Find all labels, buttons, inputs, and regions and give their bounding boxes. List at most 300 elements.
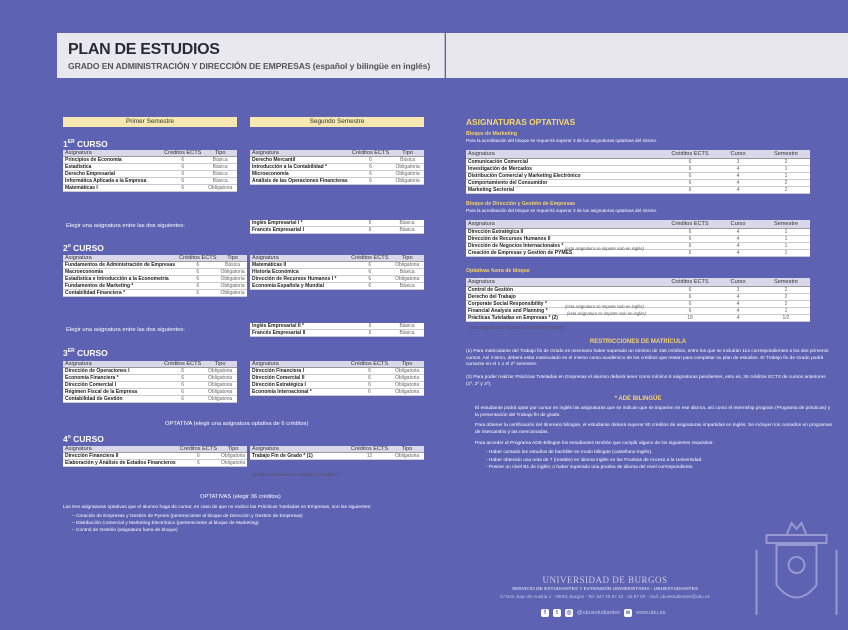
- subject-credits: 6: [162, 396, 203, 403]
- subject-semester: 1: [762, 243, 810, 250]
- subject-credits: 6: [666, 301, 714, 308]
- course-number: 1: [63, 139, 68, 149]
- subject-name: Investigación de Mercados: [466, 166, 666, 173]
- fuera-note_fap: (esta asignatura se imparte solo en inglés): [567, 311, 646, 316]
- table-row: [63, 185, 237, 192]
- twitter-icon[interactable]: t: [553, 609, 561, 617]
- table-row: [250, 330, 424, 337]
- column-header: Tipo: [390, 361, 424, 368]
- subject-course: 4: [714, 315, 762, 322]
- restricciones-title: RESTRICCIONES DE MATRÍCULA: [589, 339, 687, 345]
- column-header: Curso: [714, 150, 762, 159]
- course-ordinal: o: [67, 434, 71, 441]
- table-row: [250, 283, 424, 290]
- subject-type: Obligatoria: [221, 453, 246, 459]
- subject-course: 4: [714, 243, 762, 250]
- subject-credits: 12: [349, 453, 390, 460]
- table-row: [250, 262, 424, 269]
- subject-course: 4: [714, 180, 762, 187]
- column-header: Asignatura: [63, 361, 162, 368]
- subject-credits: 6: [162, 164, 203, 171]
- table-row: [63, 453, 247, 460]
- subject-name: Distribución Comercial y Marketing Electrónico: [466, 173, 666, 180]
- subject-semester: 2: [762, 180, 810, 187]
- table-row: [63, 164, 237, 171]
- subject-credits: 6: [177, 276, 218, 283]
- header-panel-right: [446, 33, 848, 78]
- subject-credits: 6: [349, 269, 390, 276]
- subject-semester: 1: [762, 250, 810, 257]
- subject-type: Básica: [203, 171, 237, 178]
- subject-credits: 6: [666, 166, 714, 173]
- table-row: [63, 382, 237, 389]
- subject-course: 4: [714, 166, 762, 173]
- subject-name: Fundamentos de Administración de Empresas: [65, 262, 176, 268]
- subject-name: Historia Económica: [250, 269, 349, 276]
- footnote-item: – Creación de Empresas y Gestión de Pymes (perteneciente al bloque de Dirección y Gestión de Empresas): [72, 514, 303, 519]
- direccion-block-subtitle: Para la acreditación del bloque se requerirá superar 3 de las asignaturas optativas del mismo.: [466, 208, 658, 213]
- course-2-choice-table: [250, 323, 424, 337]
- table-row: [63, 157, 237, 164]
- subject-credits: 6: [177, 262, 218, 269]
- column-header: Créditos ECTS: [179, 255, 217, 261]
- subject-name: Informática Aplicada a la Empresa: [63, 178, 162, 185]
- subject-name: Francés Empresarial II: [250, 330, 350, 337]
- footer-address: C/ Don Juan de Austria 1 · 09001 Burgos · Tel. 947 25 87 43 - 25 87 00 · mail: ubuestudiantes@ubu.es: [500, 594, 710, 599]
- footnote-intro: Las tres asignaturas optativas que el alumno haga de cursar, en caso de que no realice las Prácticas Tuteladas en Empresas, son las siguientes:: [63, 505, 372, 510]
- table-row: [63, 396, 237, 403]
- column-header: Asignatura: [250, 446, 349, 453]
- subject-credits: 6: [178, 453, 219, 460]
- subject-credits: 6: [162, 382, 203, 389]
- table-row: [466, 173, 810, 180]
- column-header: Asignatura: [63, 150, 162, 157]
- subject-name: Fundamentos de Marketing *: [63, 283, 177, 290]
- column-header: Asignatura: [466, 150, 666, 159]
- subject-name: Contabilidad Financiera *: [63, 290, 177, 297]
- course-number: 4: [63, 434, 68, 444]
- course-1-sem1-table: [63, 150, 237, 192]
- course-ordinal: o: [67, 243, 71, 250]
- optativas-note: OPTATIVAS (elegir 36 créditos): [200, 494, 281, 500]
- subject-credits: 6: [177, 269, 218, 276]
- second-semester-label: Segundo Semestre: [250, 117, 424, 127]
- subject-semester: 2: [762, 287, 810, 294]
- table-row: [63, 283, 247, 290]
- course-3-sem1-table: [63, 361, 237, 403]
- subject-type: Básica: [390, 330, 424, 337]
- subject-type: Obligatoria: [203, 185, 237, 192]
- subject-credits: 6: [162, 368, 203, 375]
- table-row: [63, 290, 247, 297]
- subject-name: Matemáticas II: [250, 262, 349, 269]
- course-number: 3: [63, 348, 68, 358]
- subject-type: Obligatoria: [220, 290, 245, 296]
- table-row: [63, 178, 237, 185]
- subject-name: Francés Empresarial I: [250, 227, 350, 234]
- table-row: [63, 389, 237, 396]
- subject-credits: 6: [666, 173, 714, 180]
- subject-credits: 6: [349, 262, 390, 269]
- subject-name: Prácticas Tuteladas en Empresas * (2): [466, 315, 666, 322]
- subject-name: Macroeconomía: [63, 269, 177, 276]
- subject-credits: 6: [178, 460, 219, 467]
- subject-type: Básica: [218, 262, 246, 269]
- footnote-item: – Distribución Comercial y Marketing Electrónico (perteneciente al bloque de Marketing): [72, 521, 259, 526]
- subject-name: Matemáticas I: [63, 185, 162, 192]
- fuera-note_pract: (esta asignatura se imparte en español o en inglés): [469, 325, 565, 330]
- page-subtitle: GRADO EN ADMINISTRACIÓN Y DIRECCIÓN DE EMPRESAS (español y bilingüe en inglés): [68, 61, 431, 71]
- subject-type: Obligatoria: [391, 171, 424, 178]
- subject-semester: 1: [762, 308, 810, 315]
- bilingue-title: * ADE BILINGÜE: [614, 396, 662, 402]
- subject-name: Dirección de Recursos Humanos I *: [250, 276, 349, 283]
- subject-type: Básica: [390, 323, 424, 330]
- table-row: [250, 178, 424, 185]
- footer: [470, 575, 740, 599]
- subject-type: Obligatoria: [220, 276, 245, 282]
- course-2-sem1-table: [63, 255, 247, 297]
- subject-course: 4: [714, 173, 762, 180]
- subject-credits: 6: [177, 283, 218, 290]
- subject-semester: 2: [762, 187, 810, 194]
- subject-credits: 6: [162, 178, 203, 185]
- course-1-choose-note: Elegir una asignatura entre las dos siguientes:: [66, 223, 185, 229]
- subject-type: Obligatoria: [221, 460, 246, 466]
- subject-name: Estadística e Introducción a la Econometría: [63, 276, 177, 283]
- subject-name: Análisis de las Operaciones Financieras: [250, 178, 350, 185]
- subject-type: Obligatoria: [390, 262, 424, 269]
- subject-name: Régimen Fiscal de la Empresa: [63, 389, 162, 396]
- column-header: Asignatura: [250, 361, 349, 368]
- subject-name: Dirección Estratégica I: [250, 382, 349, 389]
- table-row: [63, 262, 247, 269]
- course-word: CURSO: [74, 348, 108, 358]
- bilingue-p3: Para acceder al Programa ADE-Bilingüe los estudiantes tendrán que cumplir alguno de los siguientes requisitos:: [475, 441, 714, 446]
- course-2-sem2-table: [250, 255, 424, 290]
- table-row: [250, 157, 424, 164]
- subject-name: Economía Financiera *: [63, 375, 162, 382]
- subject-name: Comunicación Comercial: [466, 159, 666, 166]
- subject-type: Obligatoria: [391, 178, 424, 185]
- subject-credits: 6: [349, 368, 390, 375]
- dni-note: (esta asignatura se imparte solo en inglés): [565, 246, 644, 251]
- column-header: Tipo: [203, 361, 237, 368]
- subject-credits: 6: [349, 382, 390, 389]
- direccion-block-title: Bloque de Dirección y Gestión de Empresas: [466, 201, 575, 207]
- subject-name: Principios de Economía: [63, 157, 162, 164]
- table-row: [466, 187, 810, 194]
- subject-semester: 1: [762, 229, 810, 236]
- subject-name: Dirección de Operaciones I: [63, 368, 162, 375]
- table-row: [466, 229, 810, 236]
- subject-name: Dirección Estratégica II: [466, 229, 666, 236]
- subject-type: Obligatoria: [220, 283, 245, 289]
- column-header: Semestre: [762, 150, 810, 159]
- subject-credits: 6: [162, 389, 203, 396]
- subject-type: Básica: [391, 157, 424, 164]
- subject-credits: 6: [349, 283, 390, 290]
- column-header: Créditos ECTS: [350, 361, 389, 367]
- column-header: Asignatura: [466, 278, 666, 287]
- subject-semester: 1: [762, 173, 810, 180]
- subject-name: Derecho del Trabajo: [466, 294, 666, 301]
- table-row: [250, 453, 424, 460]
- subject-credits: 18: [666, 315, 714, 322]
- subject-credits: 6: [666, 243, 714, 250]
- fuera-block-title: Optativas fuera de bloque: [466, 268, 530, 274]
- subject-type: Obligatoria: [220, 269, 245, 275]
- footer-university: UNIVERSIDAD DE BURGOS: [542, 575, 668, 585]
- subject-type: Básica: [203, 164, 237, 171]
- subject-type: Obligatoria: [390, 382, 424, 389]
- column-header: Curso: [714, 278, 762, 287]
- web-link[interactable]: www.ubu.es: [635, 610, 666, 616]
- subject-credits: 6: [666, 180, 714, 187]
- subject-course: 4: [714, 236, 762, 243]
- bilingue-item: - Haber cursado los estudios de bachiller en modo bilingüe (castellano-inglés).: [486, 450, 653, 455]
- column-header: Asignatura: [250, 255, 349, 262]
- column-header: Asignatura: [63, 255, 177, 262]
- subject-name: Economía Internacional *: [250, 389, 349, 396]
- subject-name: Dirección de Negocios Internacionales *: [466, 243, 666, 250]
- subject-credits: 6: [666, 159, 714, 166]
- subject-credits: 6: [666, 229, 714, 236]
- subject-name: Creación de Empresas y Gestión de PYMES: [466, 250, 666, 257]
- marketing-block-title: Bloque de Marketing: [466, 131, 518, 137]
- web-icon[interactable]: w: [625, 610, 631, 616]
- subject-type: Obligatoria: [203, 375, 237, 382]
- optativas-title: ASIGNATURAS OPTATIVAS: [466, 117, 576, 127]
- subject-credits: 6: [350, 330, 390, 337]
- subject-name: Economía Española y Mundial: [250, 283, 349, 290]
- subject-name: Elaboración y Análisis de Estados Financieros: [65, 460, 176, 466]
- table-row: [250, 389, 424, 396]
- university-crest-icon: [745, 515, 848, 630]
- subject-name: Derecho Mercantil: [250, 157, 350, 164]
- column-header: Tipo: [390, 255, 424, 262]
- marketing-table: [466, 150, 810, 194]
- column-header: Créditos ECTS: [666, 150, 714, 159]
- subject-name: Dirección Financiera I: [250, 368, 349, 375]
- subject-name: Estadística: [63, 164, 162, 171]
- table-row: [250, 227, 424, 234]
- column-header: Tipo: [219, 446, 247, 453]
- subject-name: Derecho Empresarial: [63, 171, 162, 178]
- table-row: [63, 460, 247, 467]
- subject-type: Obligatoria: [390, 453, 424, 460]
- course-ordinal: ER: [67, 139, 75, 146]
- column-header: Asignatura: [63, 446, 178, 453]
- first-semester-label: Primer Semestre: [63, 117, 237, 127]
- subject-name: Comportamiento del Consumidor: [466, 180, 666, 187]
- subject-semester: 1: [762, 166, 810, 173]
- subject-credits: 6: [666, 236, 714, 243]
- subject-credits: 6: [350, 178, 391, 185]
- column-header: Curso: [714, 220, 762, 229]
- table-row: [63, 276, 247, 283]
- subject-type: Básica: [390, 220, 424, 227]
- column-header: Créditos ECTS: [179, 446, 217, 452]
- column-header: Créditos ECTS: [666, 278, 714, 287]
- subject-semester: 2: [762, 159, 810, 166]
- subject-type: Obligatoria: [390, 368, 424, 375]
- table-row: [250, 375, 424, 382]
- column-header: Tipo: [218, 255, 246, 262]
- course-2-heading: [63, 243, 104, 253]
- subject-credits: 6: [349, 389, 390, 396]
- subject-credits: 6: [666, 308, 714, 315]
- table-row: [250, 171, 424, 178]
- table-row: [63, 171, 237, 178]
- subject-name: Introducción a la Contabilidad *: [250, 164, 350, 171]
- column-header: Créditos ECTS: [164, 150, 202, 156]
- bilingue-p1: El estudiante podrá optar por cursar en inglés las asignaturas que se indican que se imparten en ese idioma, así como el Internship program (Programa de prácticas) y la presentación del Trabajo fin de grado.: [475, 406, 831, 418]
- social-handle[interactable]: @ubuestudiantes: [577, 610, 620, 616]
- subject-type: Obligatoria: [203, 382, 237, 389]
- footer-service: SERVICIO DE ESTUDIANTES Y EXTENSIÓN UNIVERSITARIA - UBUESTUDIANTES: [511, 587, 699, 592]
- table-row: [63, 269, 247, 276]
- course-word: CURSO: [70, 434, 104, 444]
- marketing-block-subtitle: Para la acreditación del bloque se requerirá superar 3 de las asignaturas optativas del mismo.: [466, 138, 658, 143]
- subject-credits: 6: [162, 157, 203, 164]
- course-4-sem1-table: [63, 446, 247, 467]
- subject-course: 3: [714, 287, 762, 294]
- column-header: Semestre: [762, 278, 810, 287]
- subject-name: Financial Analysis and Planning *: [466, 308, 666, 315]
- column-header: Tipo: [390, 446, 424, 453]
- direccion-table: [466, 220, 810, 257]
- subject-credits: 6: [349, 276, 390, 283]
- facebook-icon[interactable]: f: [541, 609, 549, 617]
- subject-name: Inglés Empresarial II *: [250, 323, 350, 330]
- tfg-note: (puede presentarse en español o en inglés): [252, 472, 337, 477]
- subject-course: 4: [714, 250, 762, 257]
- subject-name: Corporate Social Responsibility *: [466, 301, 666, 308]
- subject-semester: 2: [762, 301, 810, 308]
- bilingue-p2: Para obtener la certificación del Itinerario bilingüe, el estudiante deberá superar 90 créditos de asignaturas impartidas en inglés. Se incluyen los cursados en programas de intercambio y las mencionadas.: [475, 423, 833, 435]
- course-word: CURSO: [70, 243, 104, 253]
- subject-course: 4: [714, 187, 762, 194]
- subject-type: Obligatoria: [390, 389, 424, 396]
- subject-credits: 6: [177, 290, 218, 297]
- subject-semester: 2: [762, 294, 810, 301]
- subject-credits: 6: [350, 220, 390, 227]
- subject-course: 4: [714, 308, 762, 315]
- table-row: [63, 368, 237, 375]
- table-row: [250, 269, 424, 276]
- subject-credits: 6: [162, 171, 203, 178]
- course-1-heading: [63, 139, 108, 149]
- column-header: Tipo: [203, 150, 237, 157]
- subject-type: Obligatoria: [203, 396, 237, 403]
- column-header: Semestre: [762, 220, 810, 229]
- table-row: [466, 159, 810, 166]
- course-number: 2: [63, 243, 68, 253]
- subject-credits: 6: [162, 185, 203, 192]
- subject-credits: 6: [349, 375, 390, 382]
- subject-credits: 6: [666, 294, 714, 301]
- table-row: [250, 164, 424, 171]
- subject-name: Contabilidad de Gestión: [63, 396, 162, 403]
- subject-credits: 6: [350, 164, 391, 171]
- subject-semester: 1/2: [762, 315, 810, 322]
- subject-credits: 6: [666, 287, 714, 294]
- instagram-icon[interactable]: ◎: [566, 610, 572, 616]
- subject-type: Básica: [390, 283, 424, 290]
- column-header: Créditos ECTS: [666, 220, 714, 229]
- subject-type: Básica: [203, 178, 237, 185]
- page-title: PLAN DE ESTUDIOS: [68, 41, 220, 58]
- subject-type: Básica: [390, 227, 424, 234]
- subject-course: 4: [714, 294, 762, 301]
- course-word: CURSO: [74, 139, 108, 149]
- column-header: Créditos ECTS: [163, 361, 202, 367]
- subject-credits: 6: [350, 171, 391, 178]
- subject-name: Dirección Comercial I: [63, 382, 162, 389]
- fuera-note_csr: (esta asignatura se imparte solo en inglés): [565, 304, 644, 309]
- subject-name: Dirección de Recursos Humanos II: [466, 236, 666, 243]
- column-header: Asignatura: [250, 150, 350, 157]
- subject-name: Control de Gestión: [466, 287, 666, 294]
- course-1-choice-table: [250, 220, 424, 234]
- footnote-item: – Control de Gestión (asignatura fuera de bloque): [72, 528, 178, 533]
- subject-name: Dirección Comercial II: [250, 375, 349, 382]
- subject-credits: 6: [162, 375, 203, 382]
- bilingue-item: - Haber obtenido una nota de 7 (notable) en idioma inglés en las Pruebas de Acceso a la Universidad.: [486, 457, 703, 463]
- table-row: [250, 368, 424, 375]
- course-2-choose-note: Elegir una asignatura entre las dos siguientes:: [66, 327, 185, 333]
- table-row: [250, 382, 424, 389]
- column-header: Créditos ECTS: [350, 446, 389, 452]
- optativa-note: OPTATIVA (elegir una asignatura optativa de 6 créditos): [165, 421, 309, 427]
- bilingue-item: - Poseer un nivel B1 de inglés; o haber superado una prueba de idioma del nivel correspondiente.: [486, 465, 694, 470]
- subject-name: Marketing Sectorial: [466, 187, 666, 194]
- subject-course: 4: [714, 229, 762, 236]
- course-4-heading: [63, 434, 104, 444]
- subject-type: Básica: [203, 157, 237, 164]
- course-ordinal: ER: [67, 348, 75, 355]
- table-row: [466, 294, 810, 301]
- course-3-sem2-table: [250, 361, 424, 396]
- column-header: Asignatura: [466, 220, 666, 229]
- subject-type: Obligatoria: [203, 368, 237, 375]
- subject-credits: 6: [350, 157, 391, 164]
- subject-name: Dirección Financiera II: [63, 453, 178, 460]
- subject-type: Obligatoria: [203, 389, 237, 396]
- column-header: Tipo: [391, 150, 424, 157]
- subject-name: Inglés Empresarial I *: [250, 220, 350, 227]
- restricciones-p2: (2) Para poder realizar Prácticas Tuteladas en Empresas el alumno deberá tener como mínimo 6 asignaturas pendientes, esto es, 36 créditos ECTS de cursos anteriores (1º, 2º y 3º).: [466, 375, 826, 387]
- subject-name: Microeconomía: [250, 171, 350, 178]
- table-row: [466, 236, 810, 243]
- course-1-sem2-table: [250, 150, 424, 185]
- table-row: [250, 276, 424, 283]
- column-header: Créditos ECTS: [351, 255, 389, 261]
- subject-credits: 6: [666, 187, 714, 194]
- column-header: Créditos ECTS: [351, 150, 390, 156]
- table-row: [466, 166, 810, 173]
- subject-type: Obligatoria: [390, 276, 424, 283]
- table-row: [466, 287, 810, 294]
- subject-course: 4: [714, 301, 762, 308]
- subject-credits: 6: [350, 227, 390, 234]
- social-links: [541, 609, 666, 617]
- subject-type: Obligatoria: [390, 375, 424, 382]
- table-row: [466, 180, 810, 187]
- subject-name: Trabajo Fin de Grado * (1): [250, 453, 349, 460]
- table-row: [63, 375, 237, 382]
